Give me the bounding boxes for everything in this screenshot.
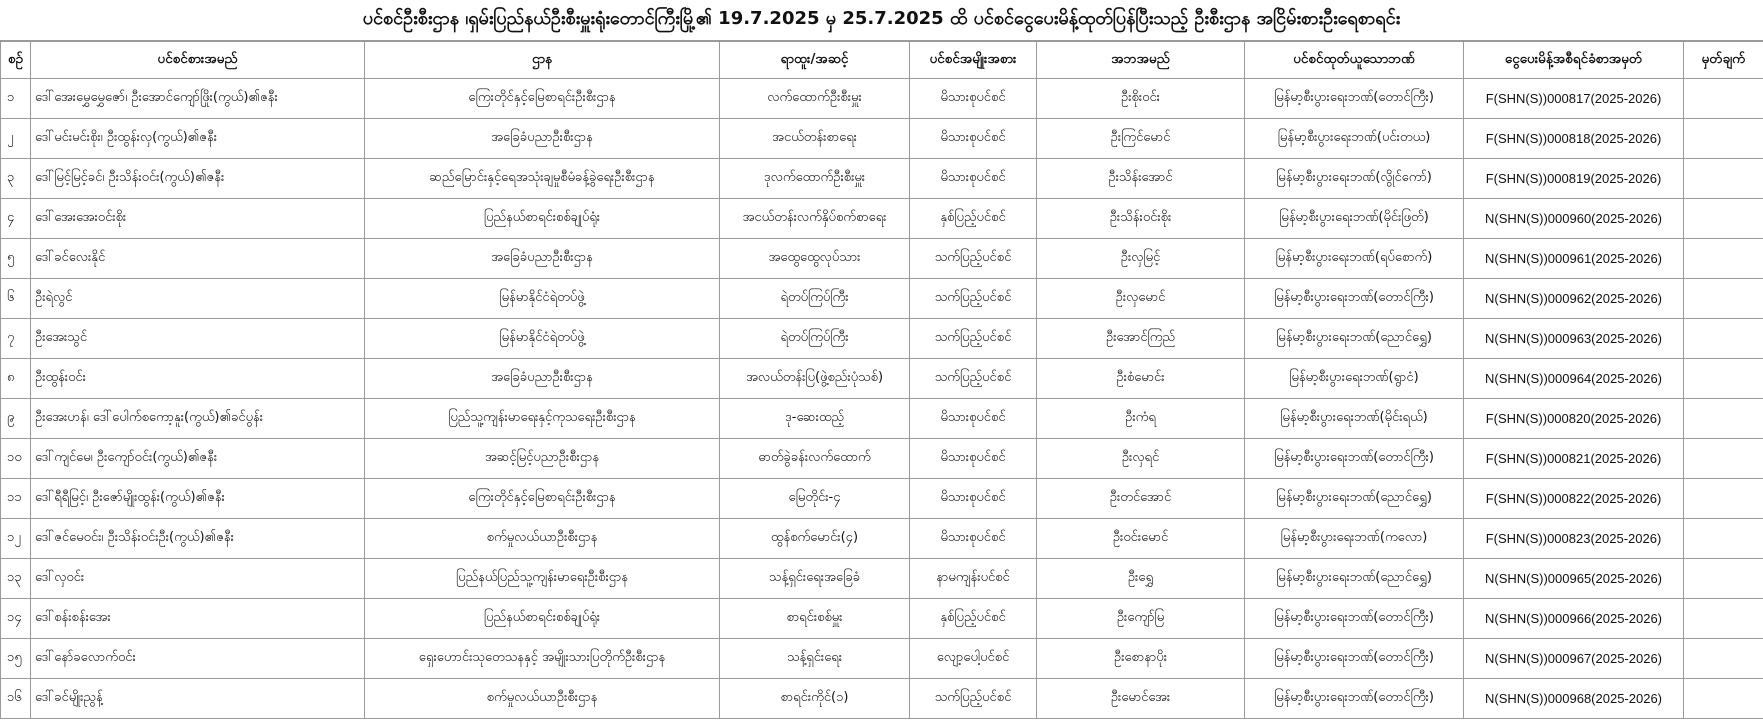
cell-remarks[interactable]: [1684, 599, 1763, 639]
column-header-department[interactable]: ဌာန: [365, 42, 720, 79]
cell-rank[interactable]: သန့်ရှင်းရေးအခြေခံ: [720, 559, 910, 599]
cell-rank[interactable]: ဓာတ်ခွဲခန်းလက်ထောက်: [720, 439, 910, 479]
cell-pension-type[interactable]: မိသားစုပင်စင်: [910, 399, 1037, 439]
table-row: [1, 639, 1763, 679]
cell-pensioner-name[interactable]: ဒေါ်အေးမွှေမွှေဇော်၊ ဦးအောင်ကျော်ဖြိုး(ကွယ်)၏ဇနီး: [31, 79, 365, 119]
cell-rank[interactable]: အငယ်တန်းစာရေး: [720, 119, 910, 159]
cell-father-name[interactable]: ဦးတင်အောင်: [1037, 479, 1245, 519]
cell-department[interactable]: ပြည်နယ်စာရင်းစစ်ချုပ်ရုံး: [365, 599, 720, 639]
cell-father-name[interactable]: ဦးမောင်အေး: [1037, 679, 1245, 719]
cell-rank[interactable]: ဒု-ဆေးထည့်: [720, 399, 910, 439]
cell-father-name[interactable]: ဦးဝင်းမောင်: [1037, 519, 1245, 559]
cell-pensioner-name[interactable]: ဒေါ်စန်းစန်းအေး: [31, 599, 365, 639]
cell-order-number[interactable]: N(SHN(S))000962(2025-2026): [1464, 279, 1684, 319]
cell-pensioner-name[interactable]: ဒေါ်ရီရီမြင့်၊ ဦးဇော်မျိုးထွန်း(ကွယ်)၏ဇနီး: [31, 479, 365, 519]
cell-order-number[interactable]: F(SHN(S))000820(2025-2026): [1464, 399, 1684, 439]
cell-remarks[interactable]: [1684, 199, 1763, 239]
column-header-father-name[interactable]: အဘအမည်: [1037, 42, 1245, 79]
cell-bank[interactable]: မြန်မာ့စီးပွားရေးဘဏ်(ညောင်ရွှေ): [1245, 479, 1464, 519]
cell-pension-type[interactable]: မိသားစုပင်စင်: [910, 439, 1037, 479]
cell-serial[interactable]: ၇: [1, 319, 31, 359]
cell-department[interactable]: အခြေခံပညာဦးစီးဌာန: [365, 359, 720, 399]
cell-pensioner-name[interactable]: ဒေါ်မြင့်မြင့်ခင်၊ ဦးသိန်းဝင်း(ကွယ်)၏ဇနီး: [31, 159, 365, 199]
cell-serial[interactable]: ၁: [1, 79, 31, 119]
cell-bank[interactable]: မြန်မာ့စီးပွားရေးဘဏ်(ပင်းတယ): [1245, 119, 1464, 159]
table-row: [1, 399, 1763, 439]
cell-order-number[interactable]: N(SHN(S))000961(2025-2026): [1464, 239, 1684, 279]
cell-pensioner-name[interactable]: ဦးရဲလွင်: [31, 279, 365, 319]
cell-pension-type[interactable]: နှစ်ပြည့်ပင်စင်: [910, 199, 1037, 239]
cell-father-name[interactable]: ဦးစောနာပိုး: [1037, 639, 1245, 679]
cell-remarks[interactable]: [1684, 559, 1763, 599]
cell-serial[interactable]: ၃: [1, 159, 31, 199]
column-header-pension-type[interactable]: ပင်စင်အမျိုးအစား: [910, 42, 1037, 79]
cell-pensioner-name[interactable]: ဒေါ်ကျင်မေ၊ ဦးကျော်ဝင်း(ကွယ်)၏ဇနီး: [31, 439, 365, 479]
cell-department[interactable]: ပြည်နယ်စာရင်းစစ်ချုပ်ရုံး: [365, 199, 720, 239]
cell-pension-type[interactable]: မိသားစုပင်စင်: [910, 119, 1037, 159]
cell-pensioner-name[interactable]: ဒေါ်မင်းမင်းစိုး၊ ဦးထွန်းလှ(ကွယ်)၏ဇနီး: [31, 119, 365, 159]
table-row: [1, 279, 1763, 319]
cell-bank[interactable]: မြန်မာ့စီးပွားရေးဘဏ်(ကလော): [1245, 519, 1464, 559]
cell-pension-type[interactable]: မိသားစုပင်စင်: [910, 159, 1037, 199]
sheet-title: ပင်စင်ဦးစီးဌာန ၊ရှမ်းပြည်နယ်ဦးစီးမှူးရုံးတောင်ကြီးမြို့၏ 19.7.2025 မှ 25.7.2025 ထိ ပင်စင်ငွေပေးမိန့်ထုတ်ပြန်ပြီးသည့် ဦးစီးဌာန အငြိမ်းစားဦးရေစာရင်း: [0, 0, 1763, 41]
cell-serial[interactable]: ၁၀: [1, 439, 31, 479]
cell-remarks[interactable]: [1684, 239, 1763, 279]
cell-department[interactable]: ရှေးဟောင်းသုတေသနနှင့် အမျိုးသားပြတိုက်ဦးစီးဌာန: [365, 639, 720, 679]
cell-serial[interactable]: ၅: [1, 239, 31, 279]
cell-pension-type[interactable]: လျော့ပေါ့ပင်စင်: [910, 639, 1037, 679]
table-row: [1, 519, 1763, 559]
table-row: [1, 599, 1763, 639]
cell-remarks[interactable]: [1684, 679, 1763, 719]
cell-father-name[interactable]: ဦးကံရ: [1037, 399, 1245, 439]
cell-rank[interactable]: အထွေထွေလုပ်သား: [720, 239, 910, 279]
cell-rank[interactable]: အငယ်တန်းလက်နှိပ်စက်စာရေး: [720, 199, 910, 239]
table-row: [1, 359, 1763, 399]
cell-department[interactable]: ကြေးတိုင်နှင့်မြေစာရင်းဦးစီးဌာန: [365, 79, 720, 119]
cell-bank[interactable]: မြန်မာ့စီးပွားရေးဘဏ်(တောင်ကြီး): [1245, 639, 1464, 679]
cell-bank[interactable]: မြန်မာ့စီးပွားရေးဘဏ်(တောင်ကြီး): [1245, 439, 1464, 479]
table-row: [1, 239, 1763, 279]
cell-serial[interactable]: ၁၃: [1, 559, 31, 599]
cell-serial[interactable]: ၈: [1, 359, 31, 399]
cell-pensioner-name[interactable]: ဒေါ်လှဝင်း: [31, 559, 365, 599]
cell-pensioner-name[interactable]: ဒေါ်နော်ခလောက်ဝင်း: [31, 639, 365, 679]
cell-rank[interactable]: ရဲတပ်ကြပ်ကြီး: [720, 279, 910, 319]
cell-department[interactable]: မြန်မာနိုင်ငံရဲတပ်ဖွဲ့: [365, 319, 720, 359]
cell-father-name[interactable]: ဦးစိုးဝင်း: [1037, 79, 1245, 119]
cell-remarks[interactable]: [1684, 519, 1763, 559]
cell-pension-type[interactable]: နာမကျန်းပင်စင်: [910, 559, 1037, 599]
cell-order-number[interactable]: N(SHN(S))000960(2025-2026): [1464, 199, 1684, 239]
cell-serial[interactable]: ၁၅: [1, 639, 31, 679]
table-row: [1, 439, 1763, 479]
cell-order-number[interactable]: F(SHN(S))000822(2025-2026): [1464, 479, 1684, 519]
cell-pension-type[interactable]: မိသားစုပင်စင်: [910, 479, 1037, 519]
column-header-rank[interactable]: ရာထူး/အဆင့်: [720, 42, 910, 79]
cell-pension-type[interactable]: မိသားစုပင်စင်: [910, 79, 1037, 119]
table-row: [1, 79, 1763, 119]
cell-pensioner-name[interactable]: ဦးအေးဟန်၊ ဒေါ်ပေါက်စကော့နူး(ကွယ်)၏ခင်ပွန်း: [31, 399, 365, 439]
cell-order-number[interactable]: F(SHN(S))000821(2025-2026): [1464, 439, 1684, 479]
cell-father-name[interactable]: ဦးရွှေ: [1037, 559, 1245, 599]
cell-rank[interactable]: ရဲတပ်ကြပ်ကြီး: [720, 319, 910, 359]
cell-rank[interactable]: ဒုလက်ထောက်ဦးစီးမှူး: [720, 159, 910, 199]
cell-department[interactable]: အခြေခံပညာဦးစီးဌာန: [365, 239, 720, 279]
cell-rank[interactable]: မြေတိုင်း-၄: [720, 479, 910, 519]
column-header-pensioner-name[interactable]: ပင်စင်စားအမည်: [31, 42, 365, 79]
cell-father-name[interactable]: ဦးလှမြင့်: [1037, 239, 1245, 279]
cell-pension-type[interactable]: သက်ပြည့်ပင်စင်: [910, 239, 1037, 279]
table-row: [1, 199, 1763, 239]
cell-remarks[interactable]: [1684, 639, 1763, 679]
cell-department[interactable]: အဆင့်မြင့်ပညာဦးစီးဌာန: [365, 439, 720, 479]
cell-serial[interactable]: ၉: [1, 399, 31, 439]
cell-serial[interactable]: ၆: [1, 279, 31, 319]
cell-bank[interactable]: မြန်မာ့စီးပွားရေးဘဏ်(ရွာငံ): [1245, 359, 1464, 399]
cell-department[interactable]: ဆည်မြောင်းနှင့်ရေအသုံးချမှုစီမံခန့်ခွဲရေးဦးစီးဌာန: [365, 159, 720, 199]
cell-department[interactable]: မြန်မာနိုင်ငံရဲတပ်ဖွဲ့: [365, 279, 720, 319]
cell-remarks[interactable]: [1684, 479, 1763, 519]
table-row: [1, 559, 1763, 599]
cell-bank[interactable]: မြန်မာ့စီးပွားရေးဘဏ်(တောင်ကြီး): [1245, 279, 1464, 319]
pension-table: [0, 41, 1763, 719]
cell-order-number[interactable]: F(SHN(S))000819(2025-2026): [1464, 159, 1684, 199]
cell-pensioner-name[interactable]: ဒေါ်ဇင်မေဝင်း၊ ဦးသိန်းဝင်းဦး(ကွယ်)၏ဇနီး: [31, 519, 365, 559]
cell-pension-type[interactable]: သက်ပြည့်ပင်စင်: [910, 359, 1037, 399]
cell-bank[interactable]: မြန်မာ့စီးပွားရေးဘဏ်(တောင်ကြီး): [1245, 679, 1464, 719]
cell-pension-type[interactable]: မိသားစုပင်စင်: [910, 519, 1037, 559]
cell-department[interactable]: အခြေခံပညာဦးစီးဌာန: [365, 119, 720, 159]
cell-department[interactable]: ပြည်နယ်ပြည်သူ့ကျန်းမာရေးဦးစီးဌာန: [365, 559, 720, 599]
cell-rank[interactable]: စာရင်းစစ်မှူး: [720, 599, 910, 639]
cell-rank[interactable]: သန့်ရှင်းရေး: [720, 639, 910, 679]
cell-father-name[interactable]: ဦးလှရင်: [1037, 439, 1245, 479]
column-header-order-number[interactable]: ငွေပေးမိန့်အစီရင်ခံစာအမှတ်: [1464, 42, 1684, 79]
cell-order-number[interactable]: F(SHN(S))000818(2025-2026): [1464, 119, 1684, 159]
cell-father-name[interactable]: ဦးစံမောင်း: [1037, 359, 1245, 399]
cell-pensioner-name[interactable]: ဦးအေးသွင်: [31, 319, 365, 359]
column-header-remarks[interactable]: မှတ်ချက်: [1684, 42, 1763, 79]
cell-pension-type[interactable]: သက်ပြည့်ပင်စင်: [910, 319, 1037, 359]
cell-bank[interactable]: မြန်မာ့စီးပွားရေးဘဏ်(ရပ်စောက်): [1245, 239, 1464, 279]
cell-pensioner-name[interactable]: ဒေါ်ခင်လေးနိုင်: [31, 239, 365, 279]
table-row: [1, 159, 1763, 199]
cell-serial[interactable]: ၄: [1, 199, 31, 239]
column-header-serial[interactable]: စဉ်: [1, 42, 31, 79]
cell-remarks[interactable]: [1684, 359, 1763, 399]
cell-bank[interactable]: မြန်မာ့စီးပွားရေးဘဏ်(လွိုင်ကော်): [1245, 159, 1464, 199]
cell-bank[interactable]: မြန်မာ့စီးပွားရေးဘဏ်(ညောင်ရွှေ): [1245, 559, 1464, 599]
table-row: [1, 319, 1763, 359]
cell-department[interactable]: ကြေးတိုင်နှင့်မြေစာရင်းဦးစီးဌာန: [365, 479, 720, 519]
cell-father-name[interactable]: ဦးကြင်မောင်: [1037, 119, 1245, 159]
cell-father-name[interactable]: ဦးသိန်းအောင်: [1037, 159, 1245, 199]
cell-pensioner-name[interactable]: ဒေါ်ခင်မျိုးညွန့်: [31, 679, 365, 719]
cell-remarks[interactable]: [1684, 319, 1763, 359]
cell-order-number[interactable]: N(SHN(S))000964(2025-2026): [1464, 359, 1684, 399]
cell-order-number[interactable]: N(SHN(S))000967(2025-2026): [1464, 639, 1684, 679]
cell-serial[interactable]: ၁၆: [1, 679, 31, 719]
cell-remarks[interactable]: [1684, 399, 1763, 439]
cell-remarks[interactable]: [1684, 279, 1763, 319]
cell-pension-type[interactable]: သက်ပြည့်ပင်စင်: [910, 679, 1037, 719]
cell-serial[interactable]: ၁၁: [1, 479, 31, 519]
cell-order-number[interactable]: F(SHN(S))000817(2025-2026): [1464, 79, 1684, 119]
table-row: [1, 119, 1763, 159]
cell-pension-type[interactable]: သက်ပြည့်ပင်စင်: [910, 279, 1037, 319]
header-row: [1, 42, 1763, 79]
cell-bank[interactable]: မြန်မာ့စီးပွားရေးဘဏ်(တောင်ကြီး): [1245, 79, 1464, 119]
cell-father-name[interactable]: ဦးကျော်မြ: [1037, 599, 1245, 639]
cell-remarks[interactable]: [1684, 159, 1763, 199]
cell-department[interactable]: စက်မှုလယ်ယာဦးစီးဌာန: [365, 679, 720, 719]
table-row: [1, 479, 1763, 519]
cell-father-name[interactable]: ဦးအောင်ကြည်: [1037, 319, 1245, 359]
cell-pensioner-name[interactable]: ဦးထွန်းဝင်း: [31, 359, 365, 399]
column-header-bank[interactable]: ပင်စင်ထုတ်ယူသောဘဏ်: [1245, 42, 1464, 79]
cell-serial[interactable]: ၁၂: [1, 519, 31, 559]
cell-father-name[interactable]: ဦးလှမောင်: [1037, 279, 1245, 319]
cell-pension-type[interactable]: နှစ်ပြည့်ပင်စင်: [910, 599, 1037, 639]
cell-department[interactable]: ပြည်သူ့ကျန်းမာရေးနှင့်ကုသရေးဦးစီးဌာန: [365, 399, 720, 439]
cell-serial[interactable]: ၂: [1, 119, 31, 159]
cell-order-number[interactable]: N(SHN(S))000963(2025-2026): [1464, 319, 1684, 359]
cell-order-number[interactable]: F(SHN(S))000823(2025-2026): [1464, 519, 1684, 559]
cell-remarks[interactable]: [1684, 79, 1763, 119]
cell-rank[interactable]: လက်ထောက်ဦးစီးမှူး: [720, 79, 910, 119]
cell-bank[interactable]: မြန်မာ့စီးပွားရေးဘဏ်(ညောင်ရွှေ): [1245, 319, 1464, 359]
cell-bank[interactable]: မြန်မာ့စီးပွားရေးဘဏ်(မိုင်းရယ်): [1245, 399, 1464, 439]
cell-rank[interactable]: အလယ်တန်းပြ(ဖွဲ့စည်းပုံသစ်): [720, 359, 910, 399]
cell-remarks[interactable]: [1684, 119, 1763, 159]
cell-order-number[interactable]: N(SHN(S))000968(2025-2026): [1464, 679, 1684, 719]
cell-rank[interactable]: စာရင်းကိုင်(၁): [720, 679, 910, 719]
cell-father-name[interactable]: ဦးသိန်းဝင်းစိုး: [1037, 199, 1245, 239]
cell-order-number[interactable]: N(SHN(S))000965(2025-2026): [1464, 559, 1684, 599]
cell-order-number[interactable]: N(SHN(S))000966(2025-2026): [1464, 599, 1684, 639]
cell-pensioner-name[interactable]: ဒေါ်အေးအေးဝင်းစိုး: [31, 199, 365, 239]
table-row: [1, 679, 1763, 719]
cell-serial[interactable]: ၁၄: [1, 599, 31, 639]
cell-rank[interactable]: ထွန်စက်မောင်း(၄): [720, 519, 910, 559]
cell-bank[interactable]: မြန်မာ့စီးပွားရေးဘဏ်(တောင်ကြီး): [1245, 599, 1464, 639]
cell-department[interactable]: စက်မှုလယ်ယာဦးစီးဌာန: [365, 519, 720, 559]
cell-remarks[interactable]: [1684, 439, 1763, 479]
cell-bank[interactable]: မြန်မာ့စီးပွားရေးဘဏ်(မိုင်းဖြတ်): [1245, 199, 1464, 239]
